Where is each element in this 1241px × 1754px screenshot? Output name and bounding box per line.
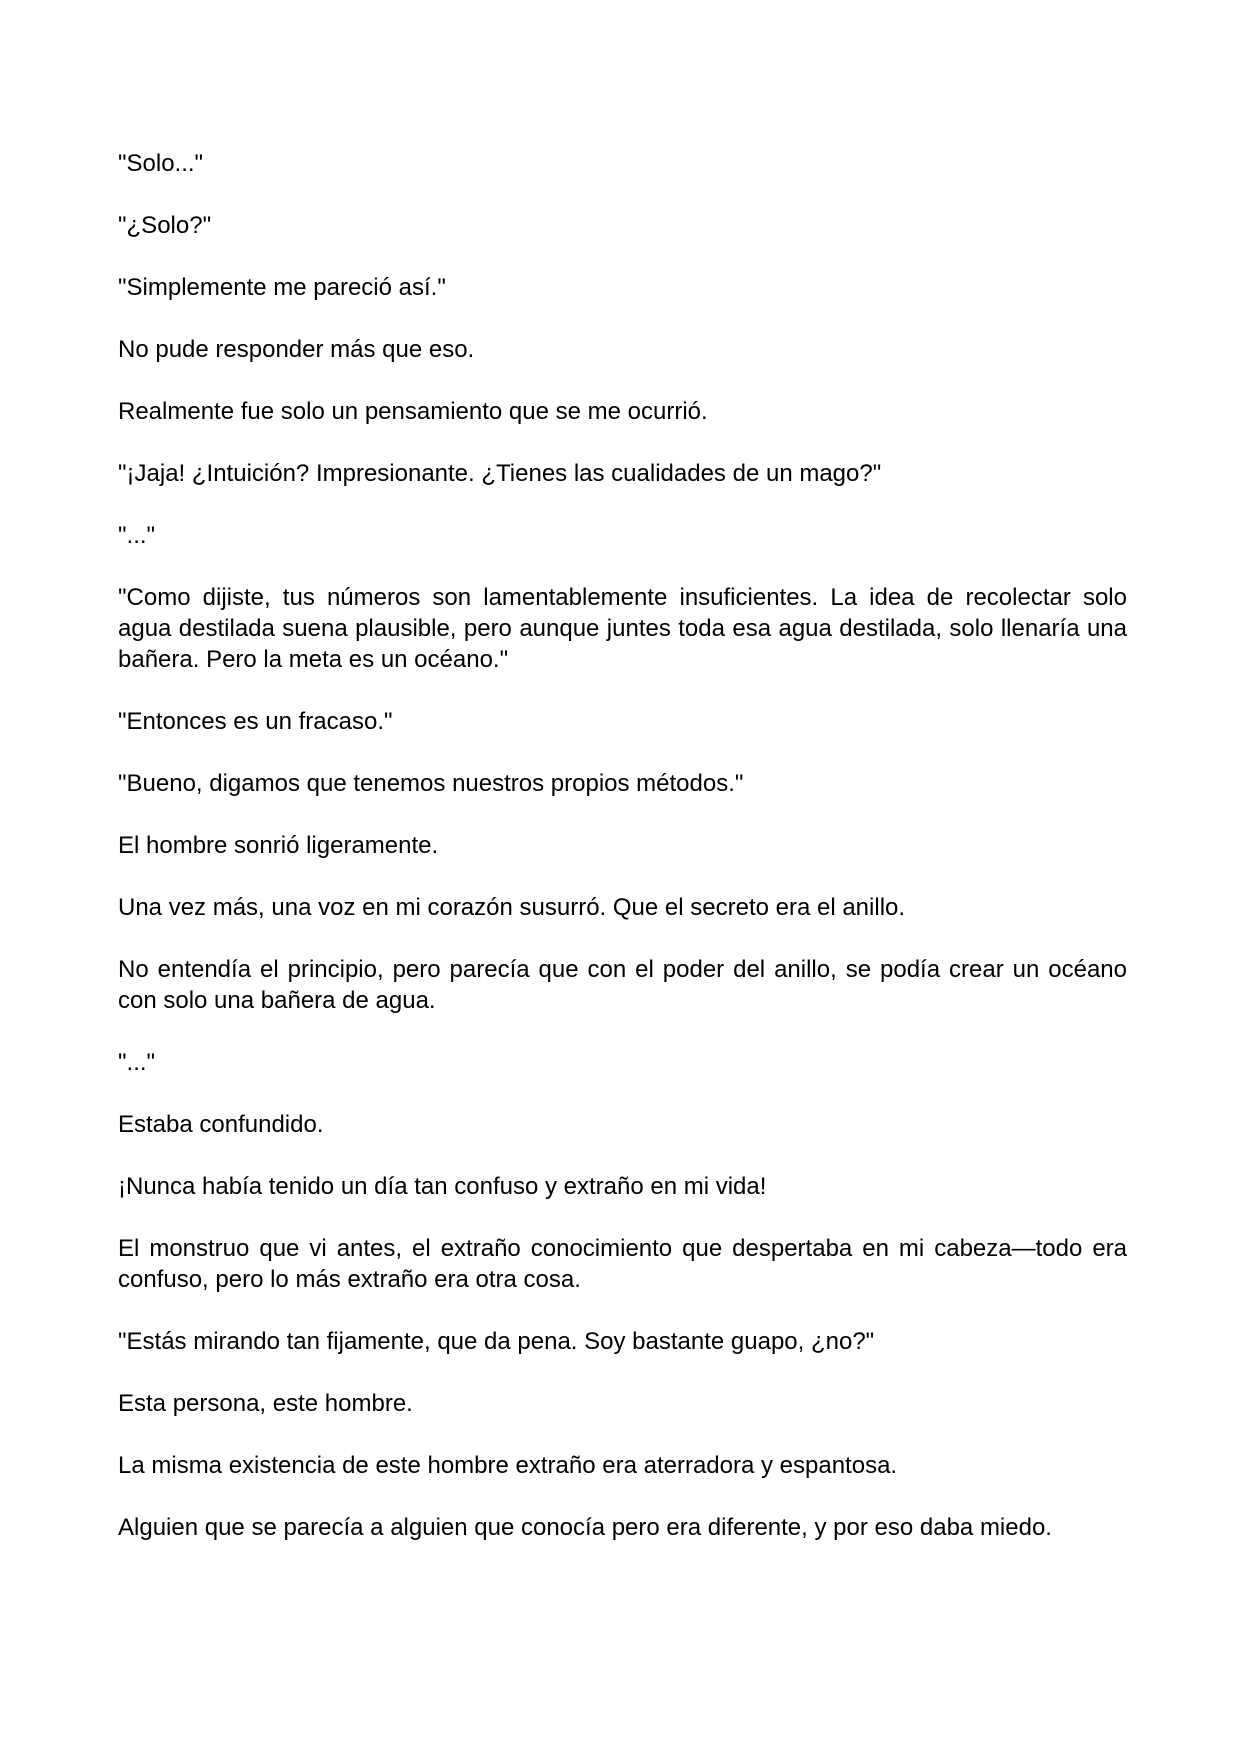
paragraph: "...": [118, 1049, 156, 1076]
paragraph: "Entonces es un fracaso.": [118, 708, 393, 735]
paragraph: Una vez más, una voz en mi corazón susurró. Que el secreto era el anillo.: [118, 894, 906, 921]
paragraph: "Solo...": [118, 150, 204, 177]
paragraph: ¡Nunca había tenido un día tan confuso y extraño en mi vida!: [118, 1173, 767, 1200]
paragraph: "¿Solo?": [118, 212, 212, 239]
paragraph: "...": [118, 522, 156, 549]
paragraph: No pude responder más que eso.: [118, 336, 475, 363]
paragraph: "Simplemente me pareció así.": [118, 274, 446, 301]
paragraph: Alguien que se parecía a alguien que conocía pero era diferente, y por eso daba miedo.: [118, 1514, 1052, 1541]
paragraph: Esta persona, este hombre.: [118, 1390, 413, 1417]
paragraph: El hombre sonrió ligeramente.: [118, 832, 439, 859]
paragraph: "Estás mirando tan fijamente, que da pena. Soy bastante guapo, ¿no?": [118, 1328, 875, 1355]
paragraph: "Bueno, digamos que tenemos nuestros propios métodos.": [118, 770, 744, 797]
paragraph: El monstruo que vi antes, el extraño conocimiento que despertaba en mi cabeza—todo era confuso, pero lo más extraño era otra cosa.: [118, 1235, 1127, 1293]
paragraph: Estaba confundido.: [118, 1111, 324, 1138]
document-page: [118, 148, 1127, 1543]
paragraph: Realmente fue solo un pensamiento que se me ocurrió.: [118, 398, 708, 425]
paragraph: "Como dijiste, tus números son lamentablemente insuficientes. La idea de recolectar solo agua destilada suena plausible, pero aunque juntes toda esa agua destilada, solo llenaría una bañera. Pero la meta es un océano.": [118, 584, 1127, 673]
paragraph: La misma existencia de este hombre extraño era aterradora y espantosa.: [118, 1452, 898, 1479]
paragraph: No entendía el principio, pero parecía que con el poder del anillo, se podía crear un océano con solo una bañera de agua.: [118, 956, 1127, 1014]
paragraph: "¡Jaja! ¿Intuición? Impresionante. ¿Tienes las cualidades de un mago?": [118, 460, 882, 487]
